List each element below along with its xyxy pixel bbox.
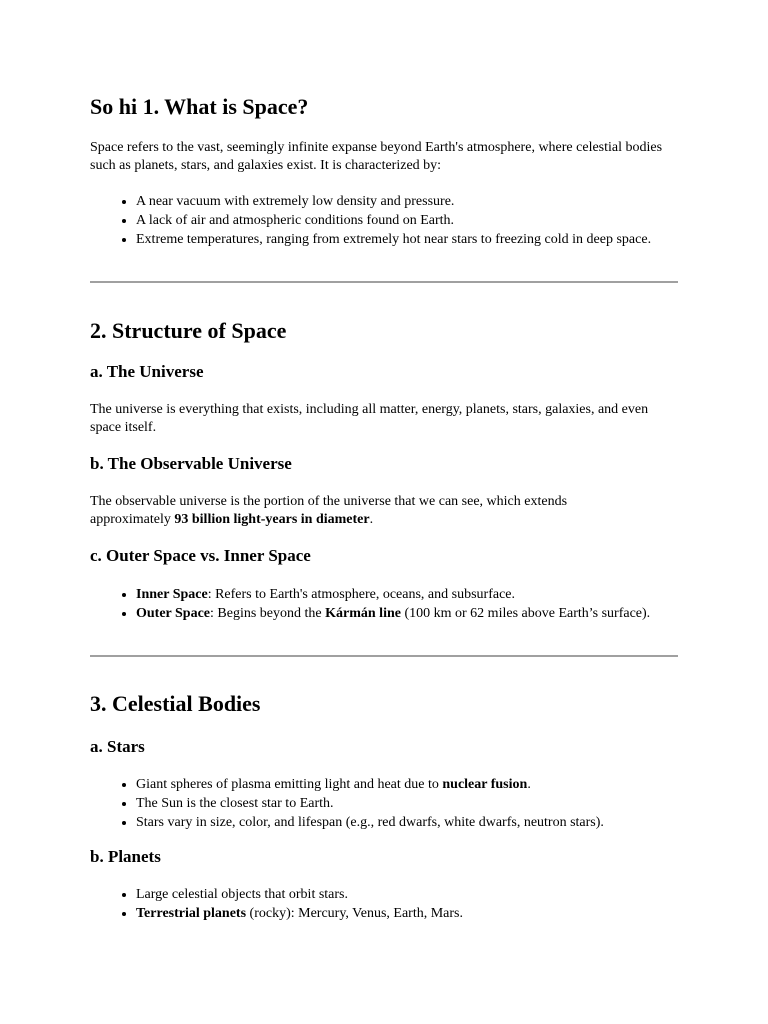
space-types-list xyxy=(90,585,680,623)
section-2-title: 2. Structure of Space xyxy=(90,318,287,343)
outer-inner-space-heading: c. Outer Space vs. Inner Space xyxy=(90,546,311,565)
observable-universe-text: The observable universe is the portion of the universe that we can see, which extends approximately 93 billion light-years in diameter. xyxy=(90,494,568,527)
list-item: • Giant spheres of plasma emitting light and heat due to nuclear fusion. xyxy=(136,775,696,794)
observable-universe-heading: b. The Observable Universe xyxy=(90,454,292,473)
list-item: • Extreme temperatures, ranging from extremely hot near stars to freezing cold in deep space. xyxy=(136,230,680,249)
planets-heading: b. Planets xyxy=(90,847,161,866)
list-item: • A lack of air and atmospheric conditions found on Earth. xyxy=(136,211,680,230)
section-1-title: So hi 1. What is Space? xyxy=(90,94,309,119)
list-item: • Outer Space: Begins beyond the Kármán line (100 km or 62 miles above Earth’s surface). xyxy=(136,604,680,623)
universe-text: The universe is everything that exists, including all matter, energy, planets, stars, galaxies, and even space itself. xyxy=(90,402,649,435)
list-item: • Terrestrial planets (rocky): Mercury, Venus, Earth, Mars. xyxy=(136,904,680,923)
list-item: • The Sun is the closest star to Earth. xyxy=(136,794,696,813)
observable-size-emphasis: 93 billion light-years in diameter xyxy=(174,512,370,527)
section-divider xyxy=(90,655,678,657)
stars-list xyxy=(90,775,696,832)
universe-heading: a. The Universe xyxy=(90,362,204,381)
section-3-title: 3. Celestial Bodies xyxy=(90,691,261,716)
section-divider xyxy=(90,281,678,283)
list-item: • Large celestial objects that orbit stars. xyxy=(136,885,680,904)
list-item: • Stars vary in size, color, and lifespan (e.g., red dwarfs, white dwarfs, neutron stars). xyxy=(136,813,696,832)
stars-heading: a. Stars xyxy=(90,737,145,756)
section-1-intro: Space refers to the vast, seemingly infinite expanse beyond Earth's atmosphere, where celestial bodies such as planets, stars, and galaxies exist. It is characterized by: xyxy=(90,140,663,173)
planets-list xyxy=(90,885,680,923)
list-item: • Inner Space: Refers to Earth's atmosphere, oceans, and subsurface. xyxy=(136,585,680,604)
list-item: • A near vacuum with extremely low density and pressure. xyxy=(136,192,680,211)
section-1-bullet-list xyxy=(90,192,680,249)
